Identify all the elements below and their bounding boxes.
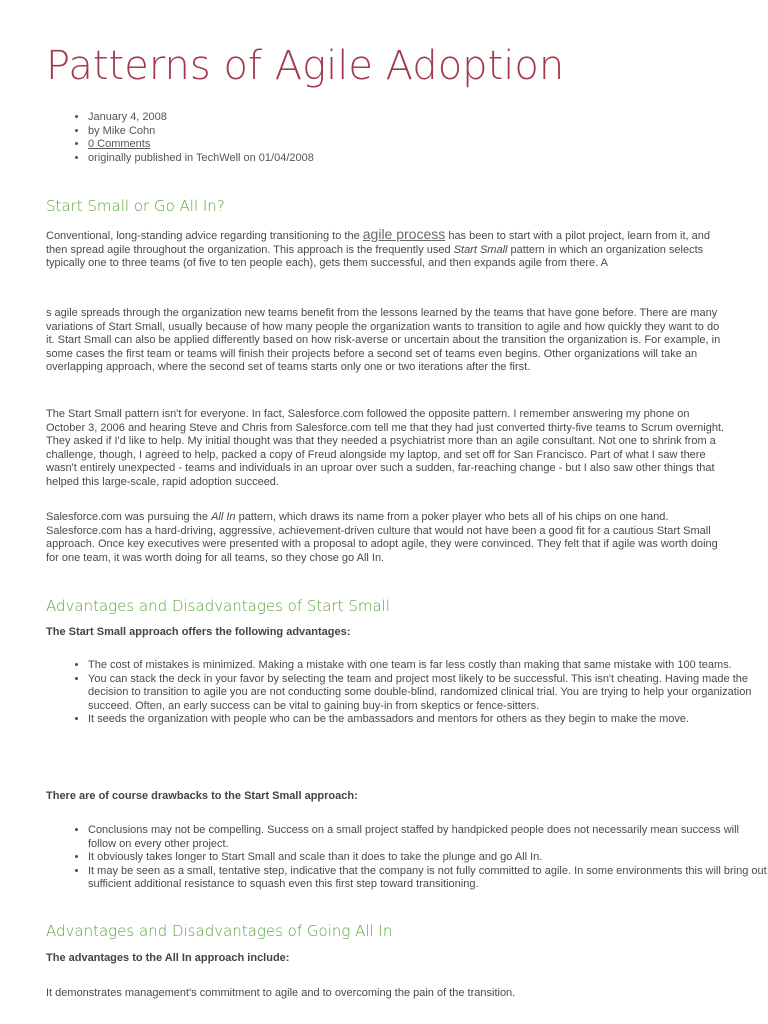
comments-link[interactable]: 0 Comments	[88, 138, 151, 150]
list-item: • It obviously takes longer to Start Small and scale than it does to take the plunge and go All In.	[88, 851, 768, 865]
p4-emphasis: All In	[211, 511, 236, 523]
meta-date: • January 4, 2008	[88, 111, 314, 125]
start-small-drawbacks-intro: There are of course drawbacks to the Start Small approach:	[46, 790, 358, 802]
heading-start-small-or-all-in: Start Small or Go All In?	[46, 197, 225, 215]
paragraph-conventional-advice	[46, 228, 726, 271]
list-item: • It seeds the organization with people who can be the ambassadors and mentors for others as they begin to make the move.	[88, 713, 768, 727]
p1-text-b: has been to start with a pilot project, learn from it, and then spread agile throughout the organization. This approach is the frequently used	[46, 230, 711, 256]
start-small-drawbacks-list	[46, 824, 768, 892]
agile-process-link[interactable]: agile process	[362, 226, 446, 242]
paragraph-agile-spreads: s agile spreads through the organization new teams benefit from the lessons learned by the teams that have gone before. There are many variations of Start Small, usually because of how many people the organization wants to transition to agile and how quickly they want to do it. Start Small can also be applied differently based on how risk-averse or uncertain about the transition the organization is. For example, in some cases the first team or teams will finish their projects before a second set of teams even begins. Other organizations will take an overlapping approach, where the second set of teams starts only one or two iterations after the first.	[46, 307, 721, 373]
page-title: Patterns of Agile Adoption	[46, 43, 565, 89]
p4-text-b: pattern, which draws its name from a poker player who bets all of his chips on one hand. Salesforce.com has a hard-driving, aggressive, achievement-driven culture that would not have been a good fit for a cautious Start Small approach. Once key executives were presented with a proposal to adopt agile, they were convinced. They felt that if agile was worth doing for one team, it was worth doing for all teams, so they chose go All In.	[46, 511, 718, 564]
p1-text-a: Conventional, long-standing advice regarding transitioning to the	[46, 230, 363, 242]
meta-published: • originally published in TechWell on 01/04/2008	[88, 152, 314, 166]
p1-text-c: pattern in which an organization selects typically one to three teams (of five to ten people each), gets them successful, and then expands agile from there. A	[46, 243, 704, 269]
meta-author: • by Mike Cohn	[88, 125, 314, 139]
list-item: • Conclusions may not be compelling. Success on a small project staffed by handpicked people does not necessarily mean success will follow on every other project.	[88, 824, 768, 851]
paragraph-all-in-pattern	[46, 511, 726, 565]
p4-text-a: Salesforce.com was pursuing the	[46, 511, 212, 523]
start-small-advantages-intro: The Start Small approach offers the following advantages:	[46, 626, 351, 638]
list-item: • You can stack the deck in your favor by selecting the team and project most likely to be successful. This isn't cheating. Having made the decision to transition to agile you are not conducting some double-blind, randomized clinical trial. You are trying to help your organization succeed. Often, an early success can be vital to gaining buy-in from skeptics or fence-sitters.	[88, 673, 768, 714]
paragraph-salesforce-story: The Start Small pattern isn't for everyone. In fact, Salesforce.com followed the opposite pattern. I remember answering my phone on October 3, 2006 and hearing Steve and Chris from Salesforce.com tell me that they had just converted thirty-five teams to Scrum overnight. They asked if I'd like to help. My initial thought was that they needed a psychiatrist more than an agile consultant. Not one to shrink from a challenge, though, I agreed to help, packed a copy of Freud alongside my laptop, and set off for San Francisco. Part of what I saw there wasn't entirely unexpected - teams and individuals in an uproar over such a sudden, far-reaching change - but I also saw other things that helped this large-scale, rapid adoption succeed.	[46, 408, 725, 488]
start-small-advantages-list	[46, 659, 768, 727]
p1-emphasis: Start Small	[453, 243, 508, 256]
meta-comments	[88, 138, 314, 152]
all-in-advantages-intro: The advantages to the All In approach include:	[46, 952, 290, 964]
heading-all-in-pros-cons: Advantages and Disadvantages of Going All In	[46, 922, 393, 940]
article-meta-list	[46, 111, 314, 165]
list-item: • It may be seen as a small, tentative step, indicative that the company is not fully committed to agile. In some environments this will bring out sufficient additional resistance to squash even this first step toward transitioning.	[88, 865, 768, 892]
paragraph-management-commitment: It demonstrates management's commitment to agile and to overcoming the pain of the transition.	[46, 987, 516, 999]
heading-start-small-pros-cons: Advantages and Disadvantages of Start Small	[46, 597, 390, 615]
list-item: • The cost of mistakes is minimized. Making a mistake with one team is far less costly than making that same mistake with 100 teams.	[88, 659, 768, 673]
